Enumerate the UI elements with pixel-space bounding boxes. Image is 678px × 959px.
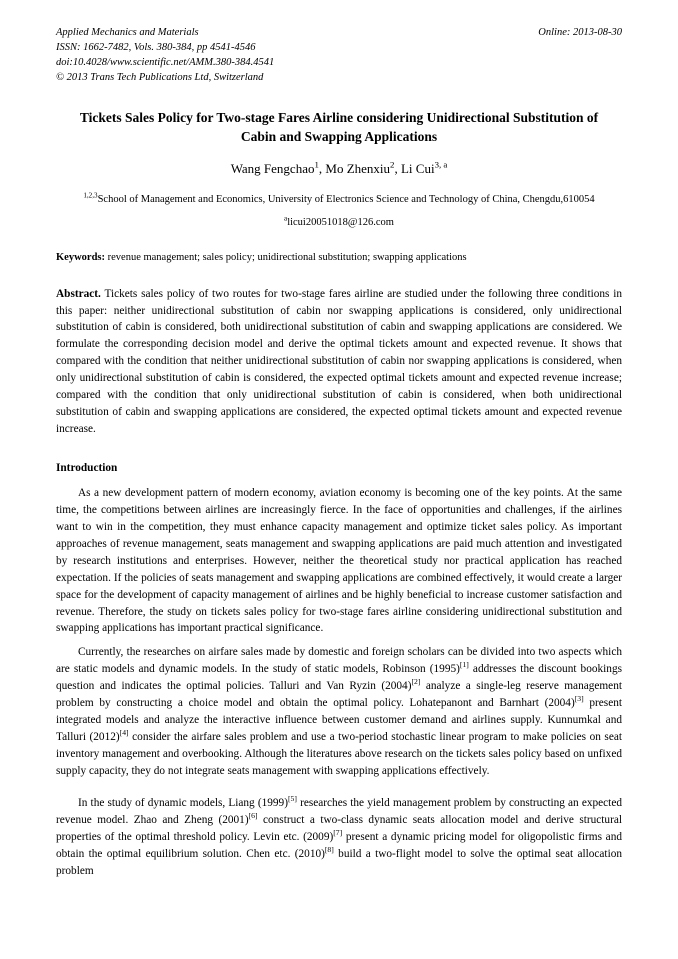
online-date: Online: 2013-08-30 [538,27,622,38]
para3-segment-3: construct a two-class dynamic seats allocation model and derive structural properties of the optimal threshold policy. Levin etc. (2009) [56,813,622,843]
citation-ref-6: [6] [248,811,258,821]
journal-name: Applied Mechanics and Materials [56,27,199,38]
citation-ref-8: [8] [324,844,334,854]
page-title: Tickets Sales Policy for Two-stage Fares Airline considering Unidirectional Substitution of Cabin and Swapping Applications [79,109,599,144]
header-journal-info [56,26,274,86]
author-3-name: Li Cui [400,160,435,176]
author-2-name: Mo Zhenxiu [325,160,391,176]
author-list: Wang Fengchao$^1$, Mo Zhenxiu$^2$, Li Cui$^{3, a}$ [230,159,448,176]
page-header [56,26,622,86]
author-1-name: Wang Fengchao [230,160,315,176]
copyright-line: © 2013 Trans Tech Publications Ltd, Switzerland [56,71,264,83]
citation-ref-4: [4] [119,728,129,738]
keywords-label: Keywords: [56,252,105,264]
header-online-date [538,26,622,41]
para2-segment-2: addresses the discount bookings question and indicates the optimal policies. Talluri and Van Ryzin (2004) [56,663,622,693]
email-text: licui20051018@126.com [287,217,394,229]
section-heading-introduction: Introduction [56,462,118,474]
corresponding-email [56,214,622,229]
keywords-block [56,250,622,265]
author-2-sup: 2 [390,159,395,170]
author-3-sup: 3, a [434,159,448,170]
affiliation [56,192,622,207]
citation-ref-3: [3] [574,694,584,704]
author-1-sup: 1 [314,159,319,170]
doi-line: doi:10.4028/www.scientific.net/AMM.380-384.4541 [56,56,275,68]
citation-ref-2: [2] [411,677,421,687]
abstract-text: Tickets sales policy of two routes for two-stage fares airline are studied under the following three conditions in this paper: neither unidirectional substitution of cabin nor swapping applications is considered, only unidirectional substitution of cabin is considered, both unidirectional substitution of cabin and swapping applications are considered. We formulate the corresponding decision model and derive the optimal tickets amount and expected revenue. It shows that compared with the condition that neither unidirectional substitution of cabin nor swapping applications is considered, when only unidirectional substitution of cabin is considered, the expected optimal tickets amount and expected revenue increase; compared with the condition that only unidirectional substitution of cabin is considered, when both unidirectional substitution of cabin and swapping applications are considered, the expected optimal tickets amount and expected revenue increase. [56,287,622,436]
para2-segment-3: analyze a single-leg reserve management problem by constructing a choice model and obtain the optimal policy. Lohatepanont and Barnhart (2004) [56,680,622,710]
keywords-text: revenue management; sales policy; unidirectional substitution; swapping applications [105,252,467,264]
abstract-label: Abstract. [56,287,101,300]
para2-segment-5: consider the airfare sales problem and use a two-period stochastic linear program to make policies on seat inventory management and overbooking. Although the literatures above research on the tickets sales policy based on unfixed supply capacity, they do not integrate seats management with swapping applications effectively. [56,731,622,777]
affiliation-sup: 1,2,3 [83,191,98,200]
abstract-block [56,286,622,438]
para3-segment-5: build a two-flight model to solve the optimal seat allocation problem [56,847,622,877]
intro-paragraph-1: As a new development pattern of modern economy, aviation economy is becoming one of the key points. At the same time, the competitions between airlines are increasingly fierce. In the face of opportunities and challenges, if the airlines want to win in the competition, they must enhance capacity management and optimize ticket sales policy. As important approaches of revenue management, seats management and swapping applications are paid much attention and investigated by research institutions and enterprises. However, neither the theoretical study nor practical application has reached expectation. If the policies of seats management and swapping applications are combined effectively, it would create a larger space for the development of capacity management of airlines and be highly beneficial to increase customer satisfaction and revenue. Therefore, the study on tickets sales policy for two-stage fares airline considering unidirectional substitution and swapping applications has important practical significance. [56,486,622,635]
citation-ref-5: [5] [287,794,297,804]
intro-paragraph-2 [56,644,622,780]
citation-ref-7: [7] [333,827,343,837]
para2-segment-1: Currently, the researches on airfare sales made by domestic and foreign scholars can be divided into two aspects which are static models and dynamic models. In the study of static models, Robinson (1995) [56,646,622,676]
para2-segment-4: present integrated models and analyze the interactive influence between customer demand and airlines supply. Kunnumkal and Talluri (2012) [56,697,623,744]
affiliation-text: School of Management and Economics, University of Electronics Science and Technology of China, Chengdu,610054 [97,194,595,206]
email-sup: a [284,214,288,223]
para3-segment-2: researches the yield management problem by constructing an expected revenue model. Zhao and Zheng (2001) [56,796,622,826]
issn-line: ISSN: 1662-7482, Vols. 380-384, pp 4541-4546 [56,41,256,53]
para3-segment-1: In the study of dynamic models, Liang (1999) [78,796,288,809]
intro-paragraph-3 [56,795,622,880]
citation-ref-1: [1] [459,660,469,670]
para3-segment-4: present a dynamic pricing model for oligopolistic firms and obtain the optimal equilibrium solution. Chen etc. (2010) [56,830,622,860]
